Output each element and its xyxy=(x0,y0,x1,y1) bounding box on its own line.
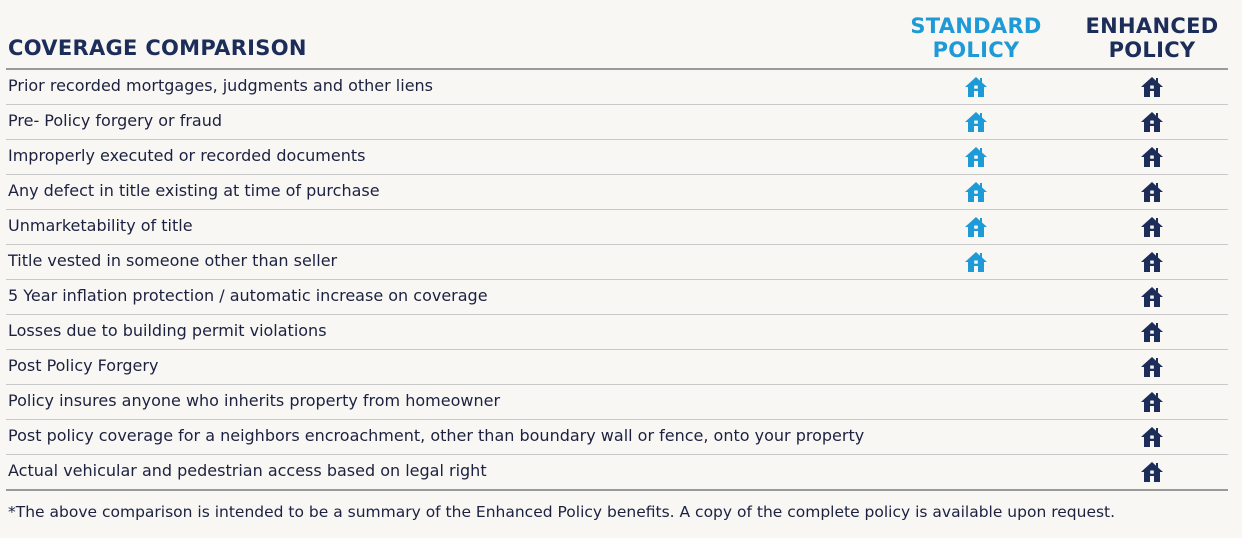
enhanced-policy-header xyxy=(1082,14,1222,62)
table-row xyxy=(6,280,1228,315)
row-label: Pre- Policy forgery or fraud xyxy=(8,111,223,130)
table-header xyxy=(0,0,1242,70)
enhanced-house-icon xyxy=(1140,461,1164,483)
enhanced-house-icon xyxy=(1140,181,1164,203)
standard-house-icon xyxy=(964,216,988,238)
row-label: Policy insures anyone who inherits property from homeowner xyxy=(8,391,501,410)
row-label: Unmarketability of title xyxy=(8,216,193,235)
enhanced-house-icon xyxy=(1140,356,1164,378)
standard-policy-header xyxy=(906,14,1046,62)
row-label: Post policy coverage for a neighbors encroachment, other than boundary wall or fence, onto your property xyxy=(8,426,865,445)
enhanced-house-icon xyxy=(1140,321,1164,343)
enhanced-policy-header-line2: POLICY xyxy=(1108,38,1196,62)
standard-house-icon xyxy=(964,76,988,98)
enhanced-policy-header-line1: ENHANCED xyxy=(1085,14,1219,38)
standard-policy-header-line2: POLICY xyxy=(932,38,1020,62)
row-label: Any defect in title existing at time of purchase xyxy=(8,181,380,200)
row-label: Improperly executed or recorded documents xyxy=(8,146,366,165)
enhanced-house-icon xyxy=(1140,391,1164,413)
page-title: COVERAGE COMPARISON xyxy=(8,36,307,60)
enhanced-house-icon xyxy=(1140,216,1164,238)
row-label: Post Policy Forgery xyxy=(8,356,159,375)
enhanced-house-icon xyxy=(1140,146,1164,168)
enhanced-house-icon xyxy=(1140,111,1164,133)
standard-house-icon xyxy=(964,111,988,133)
table-row xyxy=(6,350,1228,385)
table-row xyxy=(6,210,1228,245)
table-row xyxy=(6,245,1228,280)
enhanced-house-icon xyxy=(1140,286,1164,308)
enhanced-house-icon xyxy=(1140,251,1164,273)
standard-house-icon xyxy=(964,181,988,203)
coverage-table xyxy=(6,70,1228,491)
table-row xyxy=(6,385,1228,420)
row-label: Title vested in someone other than seller xyxy=(8,251,338,270)
table-row xyxy=(6,455,1228,491)
table-row xyxy=(6,70,1228,105)
standard-house-icon xyxy=(964,146,988,168)
table-row xyxy=(6,105,1228,140)
row-label: Actual vehicular and pedestrian access based on legal right xyxy=(8,461,487,480)
enhanced-house-icon xyxy=(1140,426,1164,448)
row-label: 5 Year inflation protection / automatic increase on coverage xyxy=(8,286,488,305)
row-label: Prior recorded mortgages, judgments and other liens xyxy=(8,76,434,95)
table-row xyxy=(6,140,1228,175)
row-label: Losses due to building permit violations xyxy=(8,321,327,340)
enhanced-house-icon xyxy=(1140,76,1164,98)
table-row xyxy=(6,420,1228,455)
table-row xyxy=(6,315,1228,350)
table-row xyxy=(6,175,1228,210)
footnote: *The above comparison is intended to be a summary of the Enhanced Policy benefits. A copy of the complete policy is available upon request. xyxy=(8,503,1116,521)
standard-house-icon xyxy=(964,251,988,273)
standard-policy-header-line1: STANDARD xyxy=(910,14,1042,38)
